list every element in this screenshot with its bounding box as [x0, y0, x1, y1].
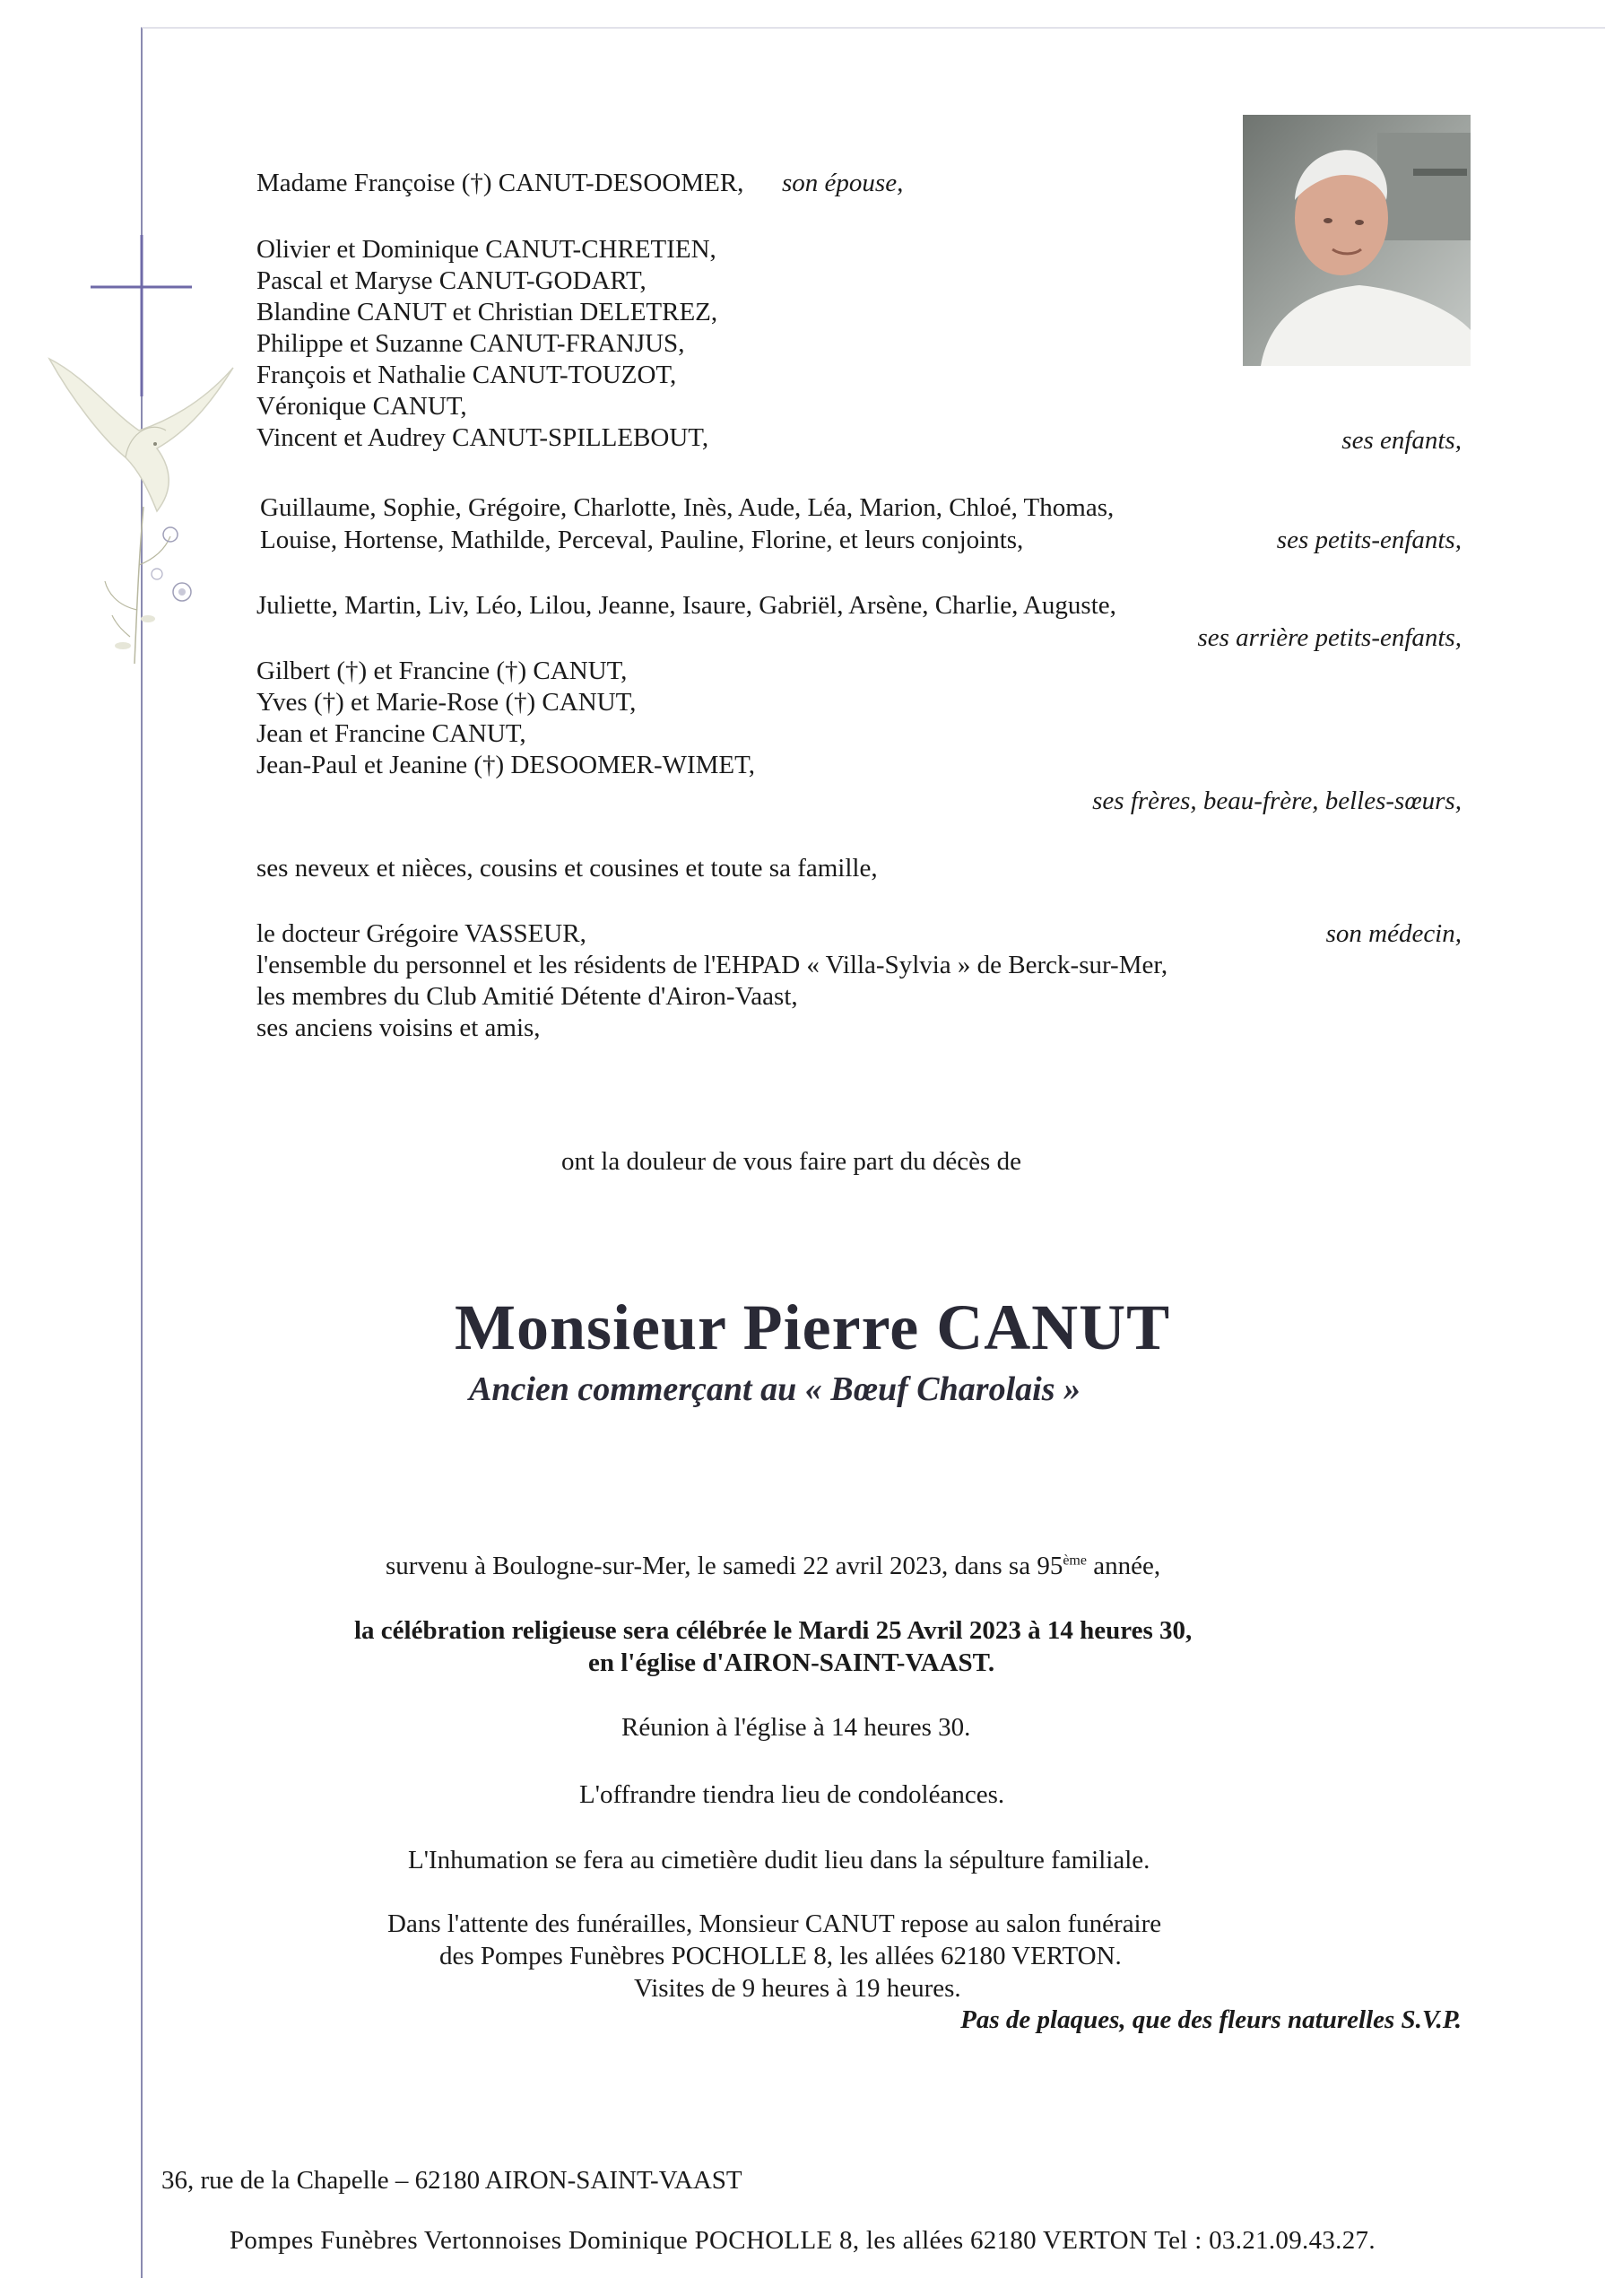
doctor-role: son médecin,: [1325, 919, 1462, 948]
sibling-line: Gilbert (†) et Francine (†) CANUT,: [256, 657, 628, 685]
footer-address: 36, rue de la Chapelle – 62180 AIRON-SAINT-VAAST: [161, 2166, 742, 2195]
child-line: Blandine CANUT et Christian DELETREZ,: [256, 298, 718, 326]
flowers-note: Pas de plaques, que des fleurs naturelles S.V.P.: [960, 2005, 1462, 2034]
sibling-line: Yves (†) et Marie-Rose (†) CANUT,: [256, 688, 637, 717]
sibling-line: Jean-Paul et Jeanine (†) DESOOMER-WIMET,: [256, 751, 755, 779]
rest-location: des Pompes Funèbres POCHOLLE 8, les allées 62180 VERTON.: [439, 1942, 1122, 1970]
great-grandchildren-line: Juliette, Martin, Liv, Léo, Lilou, Jeanne, Isaure, Gabriël, Arsène, Charlie, Auguste,: [256, 591, 1116, 620]
offering-info: L'offrandre tiendra lieu de condoléances.: [579, 1780, 1005, 1809]
grandchildren-role: ses petits-enfants,: [1276, 526, 1462, 554]
others-line: l'ensemble du personnel et les résidents de l'EHPAD « Villa-Sylvia » de Berck-sur-Mer,: [256, 951, 1168, 979]
child-line: Véronique CANUT,: [256, 392, 467, 421]
child-line: Vincent et Audrey CANUT-SPILLEBOUT,: [256, 423, 709, 452]
rest-line: Dans l'attente des funérailles, Monsieur CANUT repose au salon funéraire: [387, 1909, 1162, 1938]
child-line: Pascal et Maryse CANUT-GODART,: [256, 266, 647, 295]
siblings-role: ses frères, beau-frère, belles-sœurs,: [1092, 787, 1462, 815]
grandchildren-line: Guillaume, Sophie, Grégoire, Charlotte, Inès, Aude, Léa, Marion, Chloé, Thomas,: [260, 493, 1115, 522]
death-details: survenu à Boulogne-sur-Mer, le samedi 22 avril 2023, dans sa 95ème année,: [386, 1552, 1161, 1580]
great-grandchildren-role: ses arrière petits-enfants,: [1197, 623, 1462, 652]
meeting-info: Réunion à l'église à 14 heures 30.: [621, 1713, 971, 1742]
others-line: ses anciens voisins et amis,: [256, 1013, 541, 1042]
wife-role: son épouse,: [782, 169, 904, 197]
dove-and-flowers-icon: [22, 296, 242, 673]
ceremony-church: en l'église d'AIRON-SAINT-VAAST.: [588, 1648, 995, 1677]
burial-info: L'Inhumation se fera au cimetière dudit lieu dans la sépulture familiale.: [408, 1846, 1150, 1874]
announcement-intro: ont la douleur de vous faire part du décès de: [561, 1147, 1021, 1176]
deceased-title: Ancien commerçant au « Bœuf Charolais »: [469, 1370, 1081, 1408]
grandchildren-line: Louise, Hortense, Mathilde, Perceval, Pauline, Florine, et leurs conjoints,: [260, 526, 1024, 554]
deceased-portrait: [1243, 115, 1471, 366]
child-line: François et Nathalie CANUT-TOUZOT,: [256, 361, 677, 389]
others-line: les membres du Club Amitié Détente d'Airon-Vaast,: [256, 982, 798, 1011]
deceased-name: Monsieur Pierre CANUT: [455, 1292, 1171, 1363]
visit-hours: Visites de 9 heures à 19 heures.: [634, 1974, 961, 2003]
extended-family: ses neveux et nièces, cousins et cousines et toute sa famille,: [256, 854, 878, 883]
sibling-line: Jean et Francine CANUT,: [256, 719, 526, 748]
doctor-name: le docteur Grégoire VASSEUR,: [256, 919, 586, 948]
footer-funeral-home: Pompes Funèbres Vertonnoises Dominique POCHOLLE 8, les allées 62180 VERTON Tel : 03.21.09.43.27.: [230, 2226, 1376, 2255]
ceremony-line: la célébration religieuse sera célébrée le Mardi 25 Avril 2023 à 14 heures 30,: [354, 1616, 1193, 1645]
children-role: ses enfants,: [1341, 426, 1462, 455]
child-line: Olivier et Dominique CANUT-CHRETIEN,: [256, 235, 716, 264]
child-line: Philippe et Suzanne CANUT-FRANJUS,: [256, 329, 685, 358]
wife-name: Madame Françoise (†) CANUT-DESOOMER,: [256, 169, 744, 197]
